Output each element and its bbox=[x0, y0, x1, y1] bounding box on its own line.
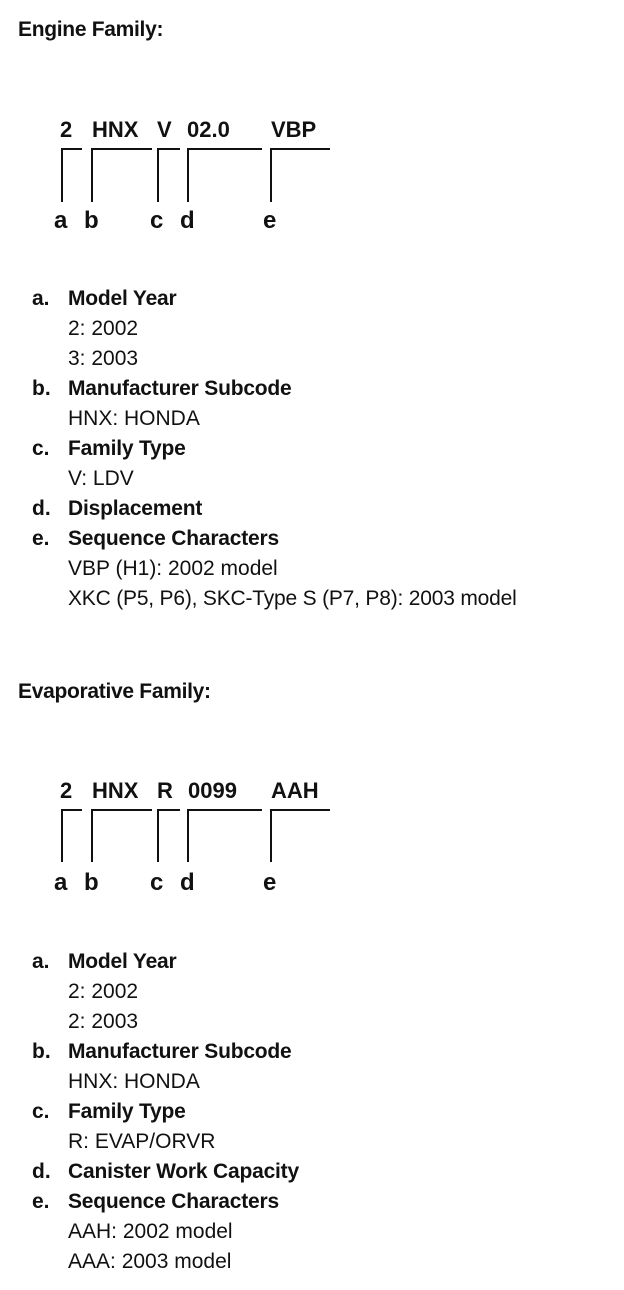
engine-item-letter-c: c. bbox=[32, 437, 50, 460]
evap-item-line: R: EVAP/ORVR bbox=[68, 1130, 216, 1153]
evap-item-letter-e: e. bbox=[32, 1190, 50, 1213]
evap-item-line: 2: 2003 bbox=[68, 1010, 139, 1033]
engine-item-line: VBP (H1): 2002 model bbox=[68, 557, 278, 580]
evap-family-heading: Evaporative Family: bbox=[18, 680, 211, 703]
evap-pos-d: d bbox=[180, 869, 195, 896]
engine-code-family-type: V bbox=[157, 117, 172, 142]
evap-item-line: AAH: 2002 model bbox=[68, 1220, 233, 1243]
engine-item-title-displacement: Displacement bbox=[68, 497, 203, 520]
engine-pos-e: e bbox=[263, 207, 277, 234]
evap-code-family-type: R bbox=[157, 778, 173, 803]
evap-item-line: 2: 2002 bbox=[68, 980, 139, 1003]
evap-pos-b: b bbox=[84, 869, 99, 896]
evap-bracket-e bbox=[271, 810, 330, 862]
evap-item-title-canister-work-capacity: Canister Work Capacity bbox=[68, 1160, 299, 1183]
evap-bracket-d bbox=[188, 810, 262, 862]
engine-item-title-manufacturer-subcode: Manufacturer Subcode bbox=[68, 377, 292, 400]
evap-bracket-b bbox=[92, 810, 152, 862]
engine-code-displacement: 02.0 bbox=[187, 117, 230, 142]
engine-item-letter-e: e. bbox=[32, 527, 50, 550]
evap-item-letter-b: b. bbox=[32, 1040, 51, 1063]
evap-item-title-sequence-characters: Sequence Characters bbox=[68, 1190, 279, 1213]
evap-code-manufacturer: HNX bbox=[92, 778, 139, 803]
engine-item-title-family-type: Family Type bbox=[68, 437, 186, 460]
engine-item-letter-b: b. bbox=[32, 377, 51, 400]
evap-item-line: HNX: HONDA bbox=[68, 1070, 200, 1093]
engine-pos-d: d bbox=[180, 207, 195, 234]
evap-bracket-c bbox=[158, 810, 180, 862]
engine-pos-b: b bbox=[84, 207, 99, 234]
engine-pos-c: c bbox=[150, 207, 164, 234]
evap-pos-a: a bbox=[54, 869, 68, 896]
engine-item-title-sequence-characters: Sequence Characters bbox=[68, 527, 279, 550]
evap-bracket-a bbox=[62, 810, 82, 862]
engine-item-line: 2: 2002 bbox=[68, 317, 139, 340]
engine-item-line: HNX: HONDA bbox=[68, 407, 200, 430]
evap-item-line: AAA: 2003 model bbox=[68, 1250, 232, 1273]
evap-item-letter-d: d. bbox=[32, 1160, 51, 1183]
engine-item-line: XKC (P5, P6), SKC-Type S (P7, P8): 2003 model bbox=[68, 587, 517, 610]
evap-code-year: 2 bbox=[60, 778, 73, 803]
engine-item-letter-a: a. bbox=[32, 287, 50, 310]
engine-item-letter-d: d. bbox=[32, 497, 51, 520]
evap-code-capacity: 0099 bbox=[188, 778, 237, 803]
engine-pos-a: a bbox=[54, 207, 68, 234]
evap-item-letter-a: a. bbox=[32, 950, 50, 973]
evap-pos-c: c bbox=[150, 869, 164, 896]
engine-family-heading: Engine Family: bbox=[18, 18, 164, 41]
engine-item-line: 3: 2003 bbox=[68, 347, 139, 370]
engine-code-year: 2 bbox=[60, 117, 73, 142]
engine-code-manufacturer: HNX bbox=[92, 117, 139, 142]
evap-pos-e: e bbox=[263, 869, 277, 896]
evap-item-letter-c: c. bbox=[32, 1100, 50, 1123]
engine-item-title-model-year: Model Year bbox=[68, 287, 177, 310]
engine-item-line: V: LDV bbox=[68, 467, 134, 490]
evap-item-title-family-type: Family Type bbox=[68, 1100, 186, 1123]
engine-code-sequence: VBP bbox=[271, 117, 317, 142]
evap-item-title-model-year: Model Year bbox=[68, 950, 177, 973]
evap-item-title-manufacturer-subcode: Manufacturer Subcode bbox=[68, 1040, 292, 1063]
evap-code-sequence: AAH bbox=[271, 778, 319, 803]
